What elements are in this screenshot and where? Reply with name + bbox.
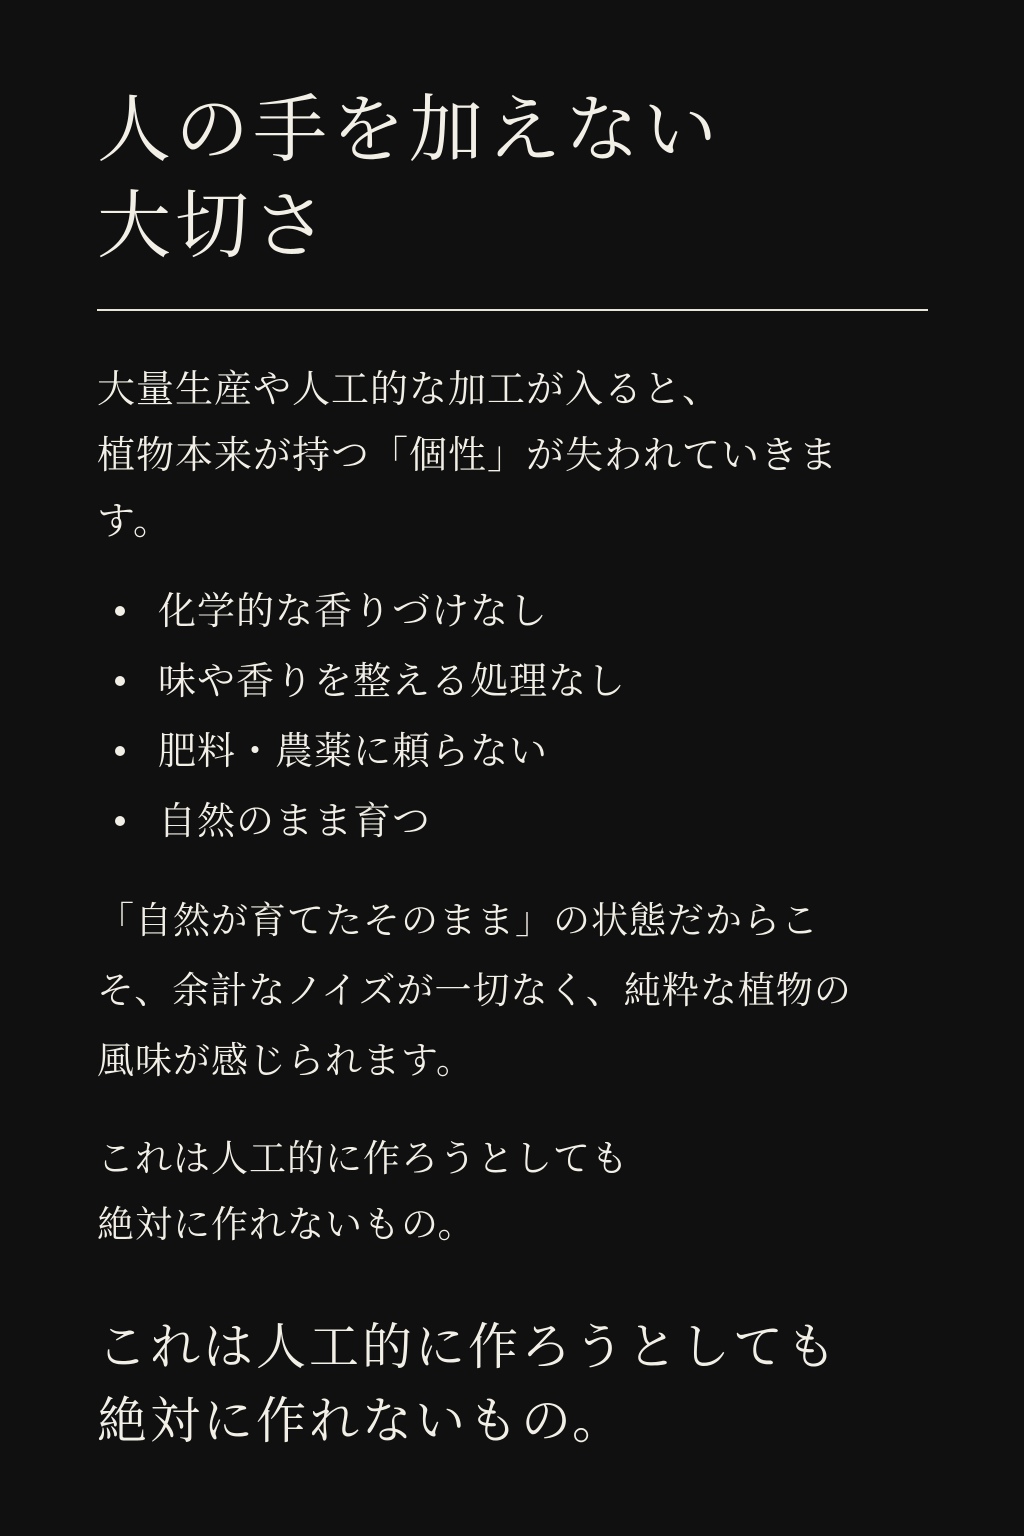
statement-line-2: 絶対に作れないもの。 [97, 1203, 476, 1246]
list-item-text: 肥料・農薬に頼らない [158, 729, 549, 773]
list-item [97, 716, 626, 786]
closing-line-1: これは人工的に作ろうとしても [97, 1318, 839, 1376]
bullet-icon [115, 816, 125, 826]
page-title [97, 82, 721, 274]
intro-line-2: 植物本来が持つ「個性」が失われていきま [97, 433, 839, 477]
title-line-2: 大切さ [97, 183, 331, 269]
feature-list [97, 576, 626, 856]
intro-paragraph [97, 356, 937, 554]
list-item-text: 味や香りを整える処理なし [158, 659, 627, 703]
statement-line-1: これは人工的に作ろうとしても [97, 1137, 629, 1180]
bullet-icon [115, 676, 125, 686]
nature-line-3: 風味が感じられます。 [97, 1039, 475, 1082]
intro-line-1: 大量生産や人工的な加工が入ると、 [97, 367, 722, 411]
list-item [97, 786, 626, 856]
list-item [97, 646, 626, 716]
title-divider [97, 309, 928, 311]
list-item-text: 自然のまま育つ [158, 799, 432, 843]
title-line-1: 人の手を加えない [97, 87, 721, 173]
closing-statement [97, 1310, 839, 1458]
intro-line-3: す。 [97, 499, 172, 543]
nature-paragraph [97, 886, 947, 1096]
statement-paragraph [97, 1126, 629, 1258]
nature-line-2: そ、余計なノイズが一切なく、純粋な植物の [97, 969, 852, 1012]
bullet-icon [115, 746, 125, 756]
list-item [97, 576, 626, 646]
closing-line-2: 絶対に作れないもの。 [97, 1392, 625, 1450]
bullet-icon [115, 606, 125, 616]
list-item-text: 化学的な香りづけなし [158, 589, 549, 633]
nature-line-1: 「自然が育てたそのまま」の状態だからこ [97, 899, 819, 942]
